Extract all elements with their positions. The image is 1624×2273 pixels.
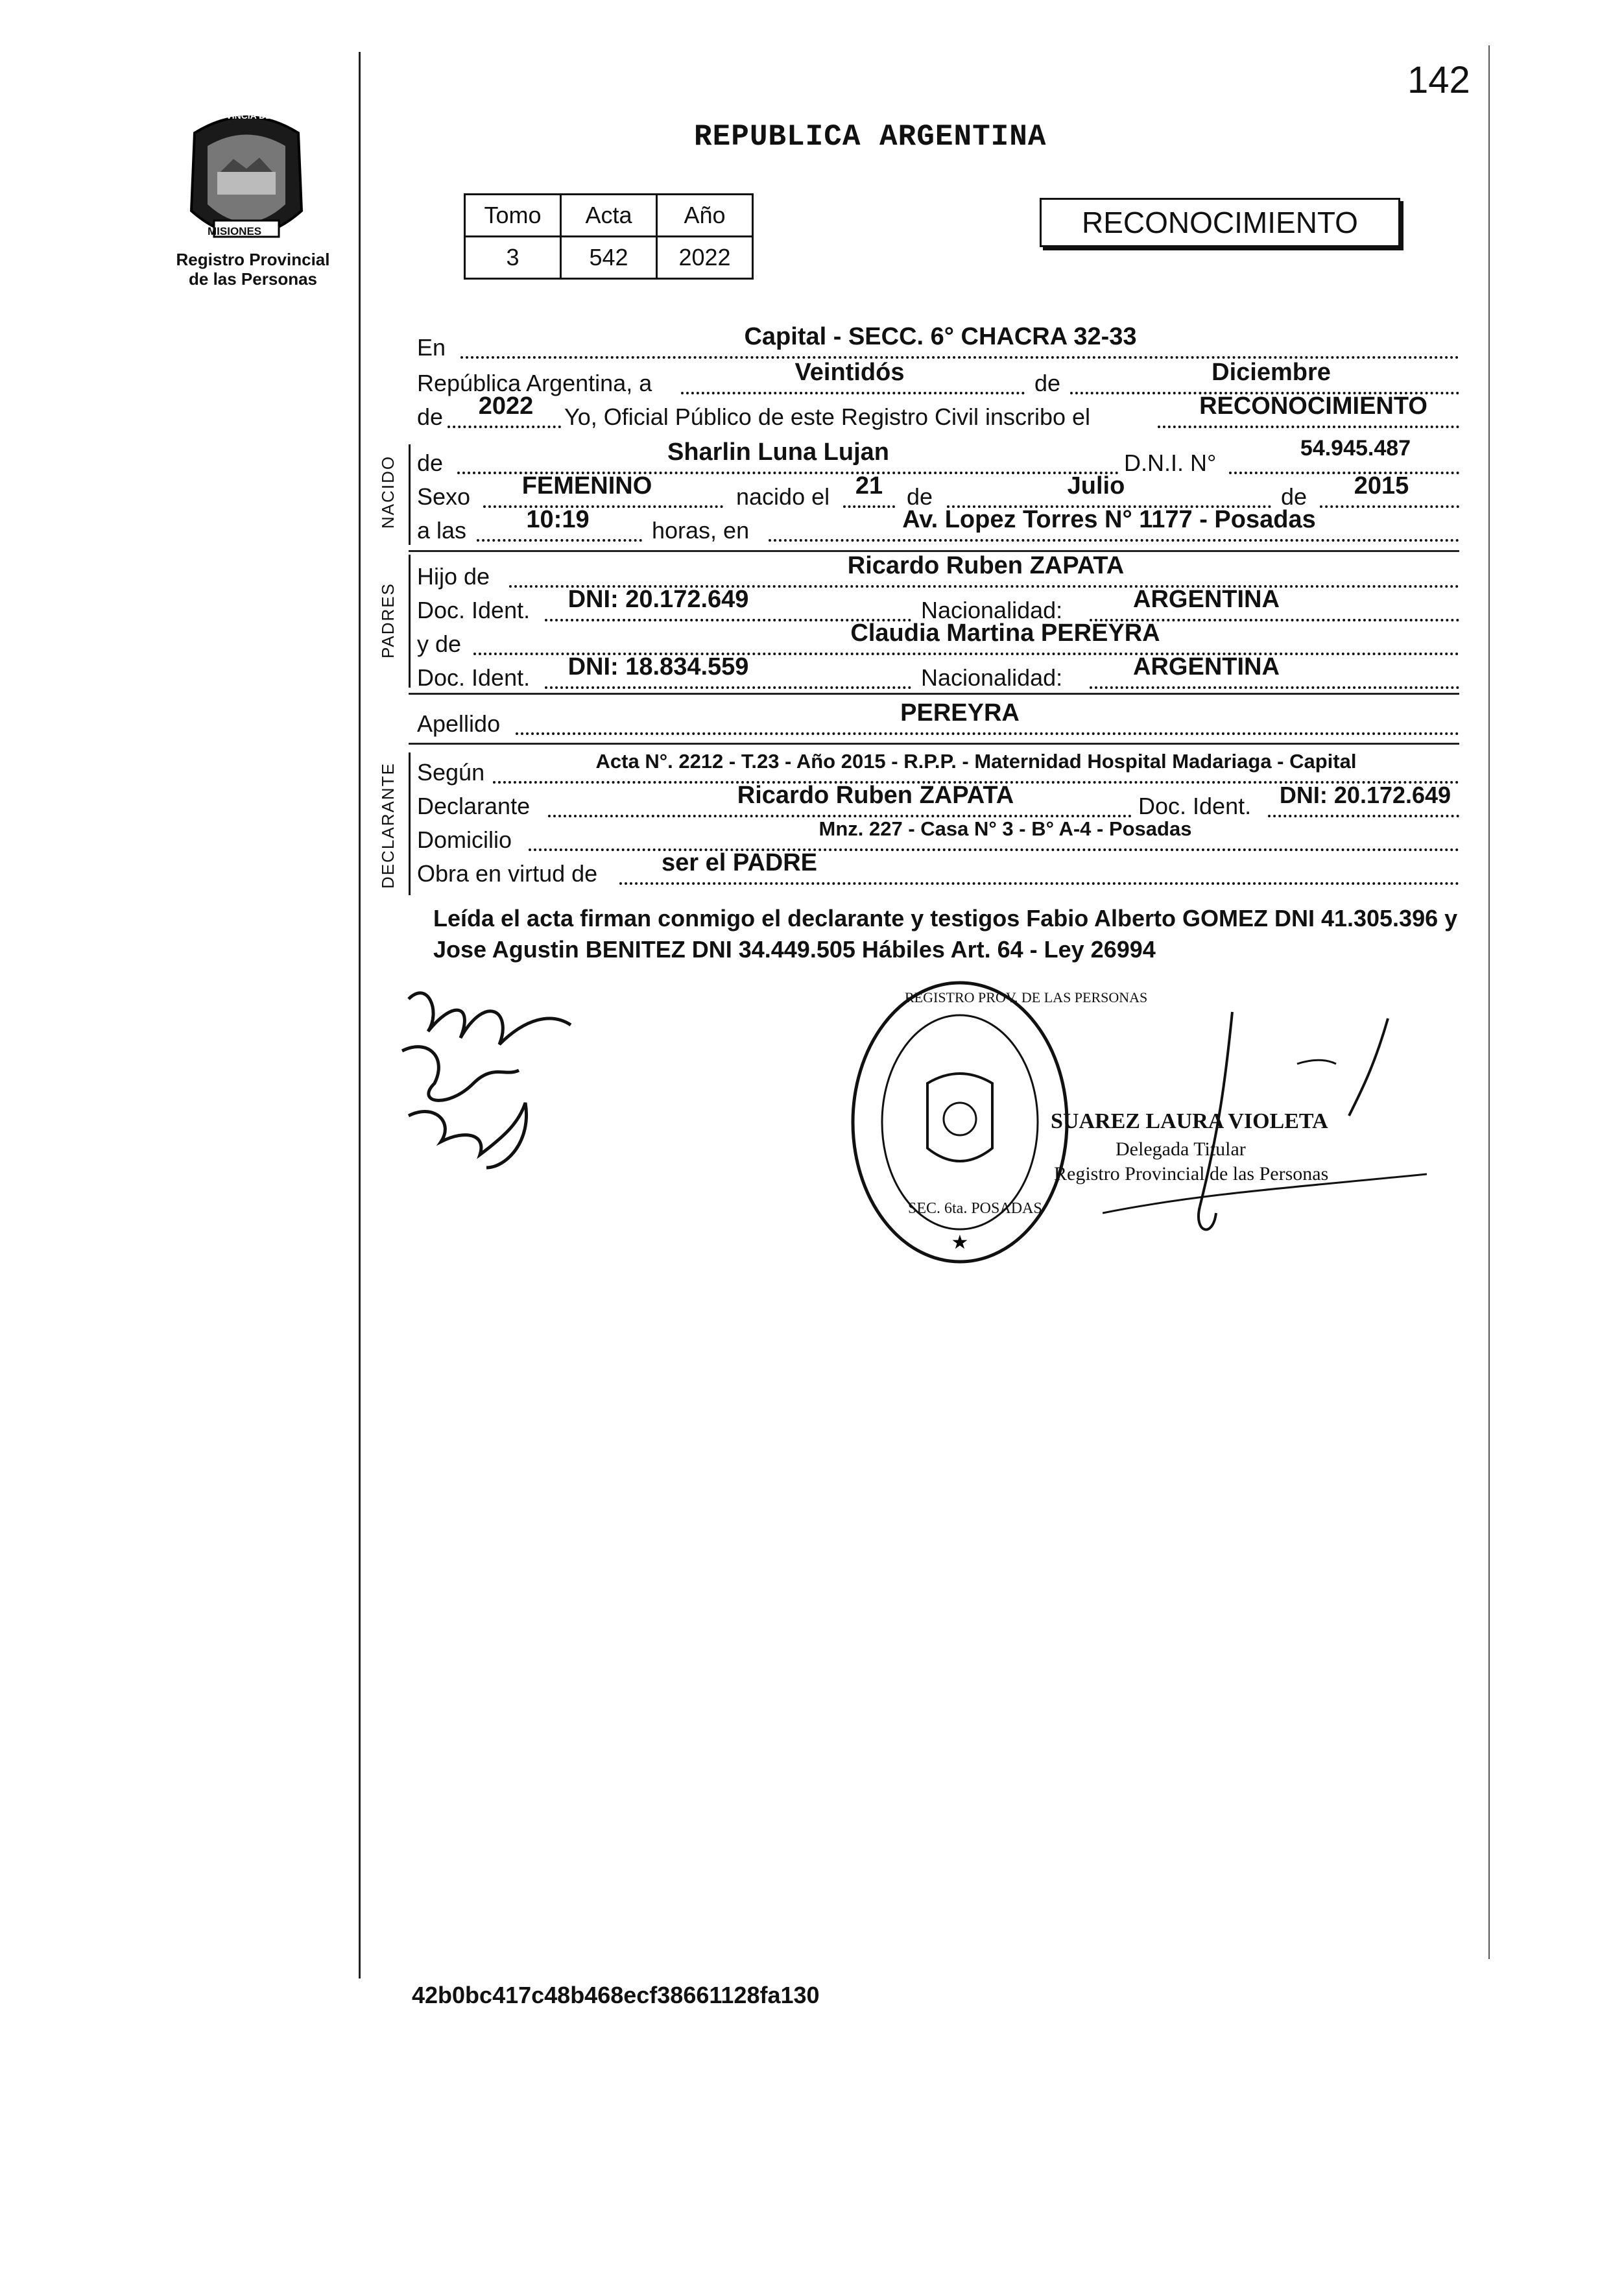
obra-value: ser el PADRE bbox=[661, 849, 818, 876]
witness-signatures bbox=[389, 973, 597, 1181]
nacido-label: nacido el bbox=[736, 483, 830, 510]
separator-line bbox=[409, 743, 1459, 745]
decl-doc-value: DNI: 20.172.649 bbox=[1279, 782, 1451, 808]
dotted-line bbox=[516, 730, 1459, 735]
dotted-line bbox=[1090, 684, 1459, 689]
dni-value: 54.945.487 bbox=[1300, 436, 1411, 461]
madre-nac-label: Nacionalidad: bbox=[921, 664, 1063, 691]
yo-text: Yo, Oficial Público de este Registro Civil inscribo el bbox=[564, 403, 1091, 430]
padre-nac-value: ARGENTINA bbox=[1133, 586, 1280, 613]
closing-paragraph: Leída el acta firman conmigo el declarante y testigos Fabio Alberto GOMEZ DNI 41.305.396 y Jose Agustin BENITEZ DNI 34.449.505 Hábiles Art. 64 - Ley 26994 bbox=[433, 905, 1458, 963]
apellido-value: PEREYRA bbox=[900, 699, 1020, 727]
padre-doc-value: DNI: 20.172.649 bbox=[567, 586, 749, 613]
republica-label: República Argentina, a bbox=[417, 370, 652, 396]
nac-dia-value: 21 bbox=[855, 472, 883, 499]
alas-label: a las bbox=[417, 517, 467, 544]
padre-nac-label: Nacionalidad: bbox=[921, 597, 1063, 623]
padre-value: Ricardo Ruben ZAPATA bbox=[847, 552, 1125, 579]
nac-de2-label: de bbox=[1281, 483, 1308, 510]
horas-label: horas, en bbox=[652, 517, 750, 544]
dotted-line bbox=[548, 812, 1132, 817]
declarante-bracket bbox=[409, 752, 411, 895]
padres-section-label: PADRES bbox=[378, 583, 398, 658]
dotted-line bbox=[1158, 423, 1459, 428]
stamp-ring-text: REGISTRO PROV. DE LAS PERSONAS bbox=[905, 989, 1148, 1005]
svg-text:★: ★ bbox=[951, 1231, 969, 1254]
domicilio-value: Mnz. 227 - Casa N° 3 - B° A-4 - Posadas bbox=[818, 817, 1192, 840]
en-value: Capital - SECC. 6° CHACRA 32-33 bbox=[744, 323, 1137, 350]
official-organization: Registro Provincial de las Personas bbox=[1054, 1163, 1329, 1185]
en-label: En bbox=[417, 334, 446, 361]
right-margin-line bbox=[1488, 45, 1490, 1959]
registry-table-header bbox=[465, 195, 753, 237]
apellido-label: Apellido bbox=[417, 710, 501, 737]
nacido-section-label: NACIDO bbox=[378, 455, 398, 529]
dotted-line bbox=[769, 536, 1459, 542]
official-name: SUAREZ LAURA VIOLETA bbox=[1051, 1109, 1328, 1133]
header-acta: Acta bbox=[561, 195, 657, 237]
padre-doc-label: Doc. Ident. bbox=[417, 597, 531, 623]
madre-doc-value: DNI: 18.834.559 bbox=[567, 653, 749, 680]
madre-value: Claudia Martina PEREYRA bbox=[850, 619, 1160, 647]
value-anio: 2022 bbox=[657, 237, 753, 279]
left-margin-line bbox=[359, 52, 361, 1978]
dotted-line bbox=[1268, 812, 1459, 817]
lugar-value: Av. Lopez Torres N° 1177 - Posadas bbox=[902, 506, 1316, 533]
separator-line bbox=[409, 693, 1459, 695]
nac-anio-value: 2015 bbox=[1354, 472, 1409, 499]
acto-value: RECONOCIMIENTO bbox=[1199, 392, 1427, 420]
hijo-label: Hijo de bbox=[417, 563, 490, 590]
nac-de1-label: de bbox=[907, 483, 933, 510]
official-stamp bbox=[843, 973, 1077, 1271]
page-number: 142 bbox=[1407, 59, 1470, 101]
domicilio-label: Domicilio bbox=[417, 826, 512, 853]
value-tomo: 3 bbox=[465, 237, 561, 279]
nombre-label: de bbox=[417, 450, 444, 476]
declarante-section-label: DECLARANTE bbox=[378, 762, 398, 889]
document-type-box: RECONOCIMIENTO bbox=[1040, 198, 1400, 247]
dotted-line bbox=[619, 880, 1459, 885]
document-hash: 42b0bc417c48b468ecf38661128fa130 bbox=[412, 1982, 820, 2008]
dotted-line bbox=[477, 536, 642, 542]
stamp-inner-text: SEC. 6ta. POSADAS bbox=[908, 1200, 1042, 1217]
padres-bracket bbox=[409, 555, 411, 688]
dotted-line bbox=[545, 684, 911, 689]
anio-value: 2022 bbox=[478, 392, 534, 420]
madre-doc-label: Doc. Ident. bbox=[417, 664, 531, 691]
registry-table-values bbox=[465, 237, 753, 279]
official-role: Delegada Titular bbox=[1116, 1138, 1246, 1160]
obra-label: Obra en virtud de bbox=[417, 860, 598, 887]
decl-doc-label: Doc. Ident. bbox=[1138, 793, 1252, 819]
hora-value: 10:19 bbox=[526, 506, 590, 533]
mes-value: Diciembre bbox=[1212, 359, 1331, 386]
header-tomo: Tomo bbox=[465, 195, 561, 237]
dni-label: D.N.I. N° bbox=[1124, 450, 1217, 476]
logo-ring-text-top: PROVINCIA DE bbox=[206, 110, 272, 121]
logo-caption-line1: Registro Provincial bbox=[176, 250, 330, 269]
value-acta: 542 bbox=[561, 237, 657, 279]
sexo-label: Sexo bbox=[417, 483, 471, 510]
dotted-line bbox=[681, 389, 1025, 394]
registry-table bbox=[464, 193, 754, 280]
logo-caption-line2: de las Personas bbox=[189, 269, 317, 289]
nombre-value: Sharlin Luna Lujan bbox=[667, 439, 890, 466]
nacido-bracket bbox=[409, 444, 411, 545]
de-label: de bbox=[1034, 370, 1061, 396]
segun-label: Según bbox=[417, 759, 485, 786]
logo-caption bbox=[156, 250, 350, 289]
sexo-value: FEMENINO bbox=[521, 472, 652, 499]
nac-mes-value: Julio bbox=[1067, 472, 1125, 499]
segun-value: Acta N°. 2212 - T.23 - Año 2015 - R.P.P. - Maternidad Hospital Madariaga - Capital bbox=[595, 750, 1357, 773]
header-anio: Año bbox=[657, 195, 753, 237]
anio-prefix: de bbox=[417, 403, 444, 430]
dotted-line bbox=[448, 423, 561, 428]
madre-nac-value: ARGENTINA bbox=[1133, 653, 1280, 680]
dia-value: Veintidós bbox=[794, 359, 905, 386]
dotted-line bbox=[460, 354, 1459, 359]
yde-label: y de bbox=[417, 631, 462, 657]
declarante-label: Declarante bbox=[417, 793, 531, 819]
page-title: REPUBLICA ARGENTINA bbox=[694, 120, 1047, 154]
logo-ring-text-bottom: MISIONES bbox=[208, 225, 262, 237]
declarante-value: Ricardo Ruben ZAPATA bbox=[737, 782, 1014, 809]
